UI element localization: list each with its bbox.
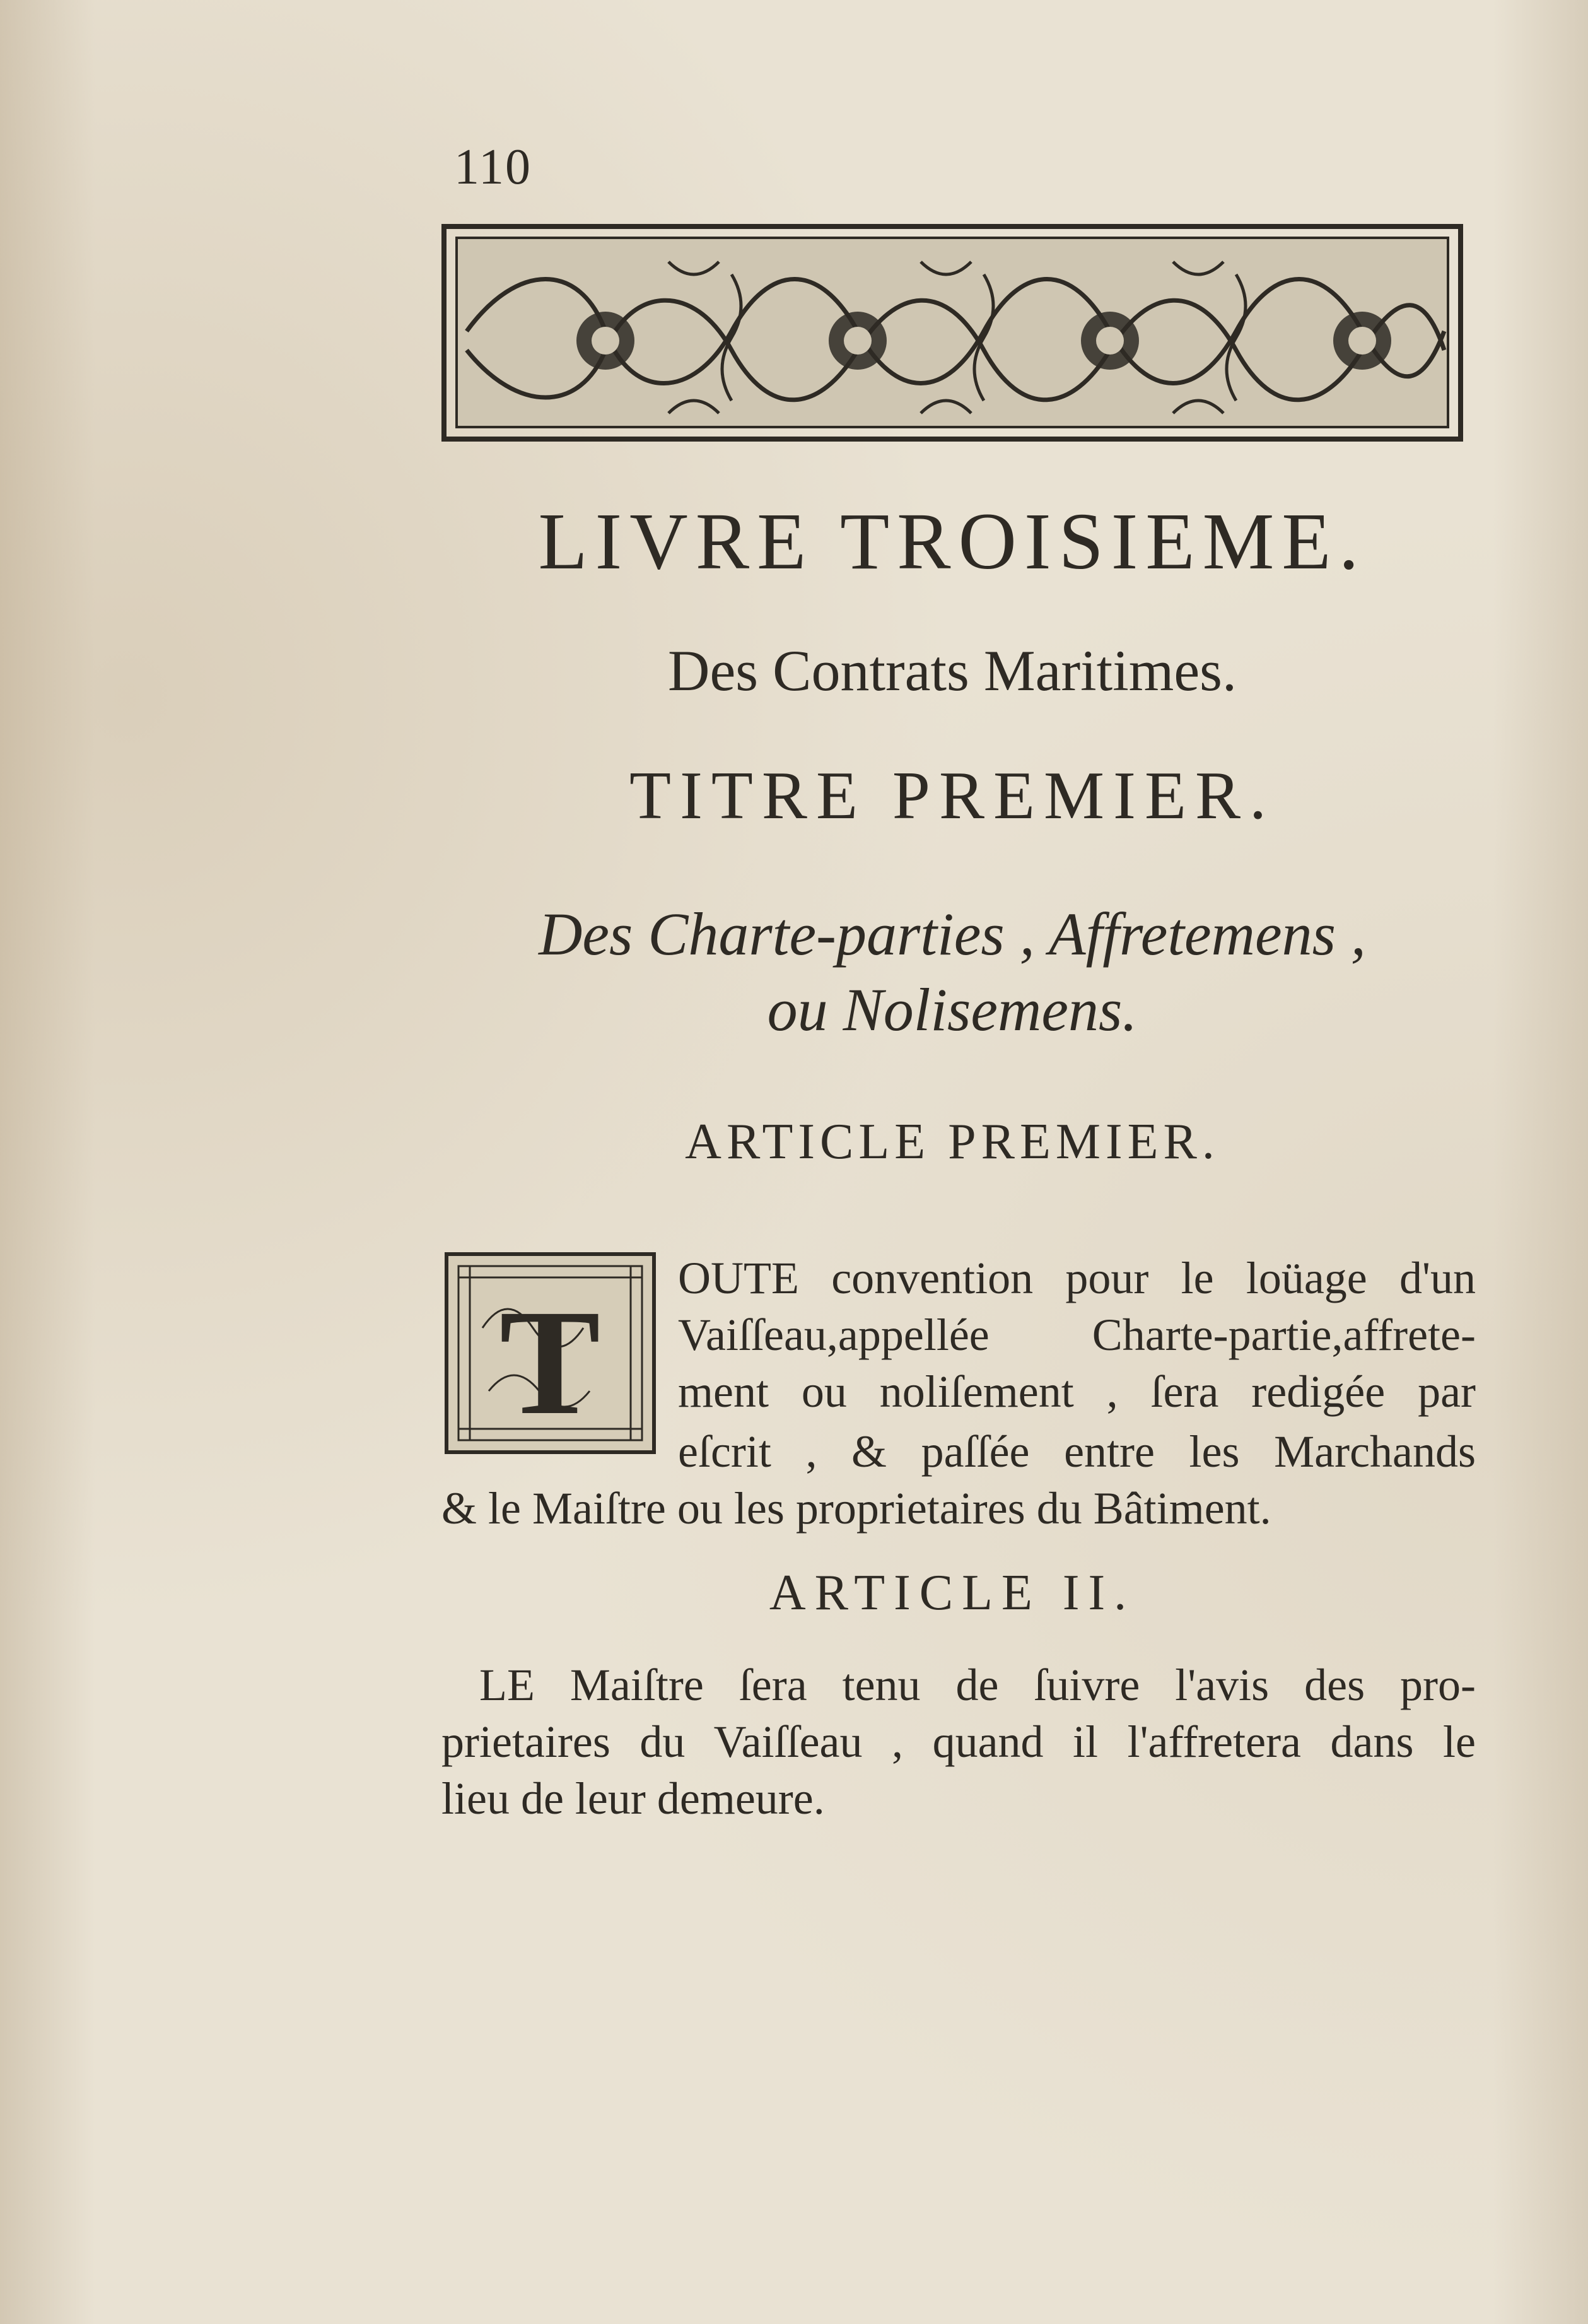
page-number: 110 [454, 139, 532, 195]
article-1-line-5: & le Maiſtre ou les proprietaires du Bâtiment. [441, 1483, 1271, 1534]
article-1-line-4: eſcrit , & paſſée entre les Marchands [678, 1426, 1476, 1477]
ornamental-headpiece [441, 224, 1463, 442]
book-subtitle: Des Contrats Maritimes. [668, 638, 1237, 703]
article-2-line-2: prietaires du Vaiſſeau , quand il l'affretera dans le [441, 1717, 1476, 1767]
article-2-heading: ARTICLE II. [769, 1565, 1136, 1621]
decorated-initial [445, 1252, 656, 1454]
article-1-line-1: OUTE convention pour le loüage d'un [678, 1253, 1476, 1303]
titre-heading: TITRE PREMIER. [629, 758, 1275, 833]
article-2-line-3: lieu de leur demeure. [441, 1773, 825, 1824]
initial-letter: T [499, 1278, 601, 1446]
article-1-line-3: ment ou noliſement , ſera redigée par [678, 1366, 1476, 1417]
titre-description-line-1: Des Charte-parties , Affretemens , [539, 900, 1366, 968]
titre-description-line-2: ou Nolisemens. [767, 976, 1138, 1043]
article-1-line-2: Vaiſſeau,appellée Charte-partie,affrete- [678, 1310, 1476, 1360]
article-1-heading: ARTICLE PREMIER. [685, 1114, 1220, 1170]
book-title: LIVRE TROISIEME. [538, 496, 1367, 586]
article-2-line-1: LE Maiſtre ſera tenu de ſuivre l'avis des pro- [479, 1660, 1476, 1710]
